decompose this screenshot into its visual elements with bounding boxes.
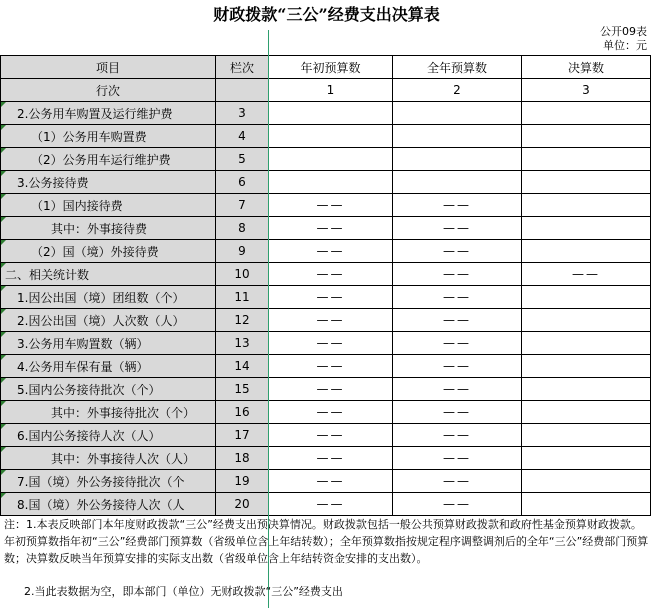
row-full-year-budget[interactable] — [393, 125, 522, 148]
table-row — [1, 493, 651, 516]
row-col-no[interactable]: 6 — [216, 171, 269, 194]
row-item-text: 其中：外事接待批次（个） — [51, 405, 196, 420]
row-full-year-budget[interactable]: —— — [393, 401, 522, 424]
row-item-text: 其中：外事接待费 — [51, 221, 148, 236]
row-col-no[interactable]: 7 — [216, 194, 269, 217]
row-final-account[interactable] — [522, 355, 651, 378]
table-row — [1, 125, 651, 148]
row-item-label[interactable] — [1, 240, 216, 263]
row-initial-budget[interactable]: —— — [269, 309, 393, 332]
row-initial-budget[interactable]: —— — [269, 424, 393, 447]
row-item-text: （2）公务用车运行维护费 — [31, 152, 171, 167]
table-body — [1, 102, 651, 516]
row-full-year-budget[interactable]: —— — [393, 378, 522, 401]
row-item-label[interactable] — [1, 102, 216, 125]
row-full-year-budget[interactable] — [393, 148, 522, 171]
row-item-text: 1.因公出国（境）团组数（个） — [17, 290, 185, 305]
row-item-text: 3.公务用车购置数（辆） — [17, 336, 149, 351]
table-row — [1, 401, 651, 424]
row-col-no[interactable]: 13 — [216, 332, 269, 355]
row-initial-budget[interactable]: —— — [269, 240, 393, 263]
row-item-label[interactable] — [1, 194, 216, 217]
row-initial-budget[interactable]: —— — [269, 194, 393, 217]
header-full-year-budget[interactable]: 全年预算数 — [393, 56, 522, 79]
row-initial-budget[interactable] — [269, 148, 393, 171]
row-col-no[interactable]: 16 — [216, 401, 269, 424]
footnote-1: 注：1.本表反映部门本年度财政拨款“三公”经费支出预决算情况。财政拨款包括一般公共预算财政拨款和政府性基金预算财政拨款。年初预算数指年初“三公”经费部门预算数（省级单位含上年结转数）；全年预算数指按规定程序调整调剂后的全年“三公”经费部门预算数；决算数反映当年预算安排的实际支出数（省级单位含上年结转资金安排的支出数）。 — [4, 518, 649, 565]
row-final-account[interactable] — [522, 125, 651, 148]
table-row — [1, 102, 651, 125]
row-initial-budget[interactable]: —— — [269, 447, 393, 470]
row-full-year-budget[interactable]: —— — [393, 355, 522, 378]
row-item-label[interactable] — [1, 148, 216, 171]
row-col-no[interactable]: 8 — [216, 217, 269, 240]
row-item-text: （1）国内接待费 — [31, 198, 123, 213]
row-final-account[interactable] — [522, 309, 651, 332]
table-row — [1, 217, 651, 240]
row-final-account[interactable] — [522, 240, 651, 263]
row-item-text: 二、相关统计数 — [5, 267, 90, 282]
row-item-label[interactable] — [1, 447, 216, 470]
row-index-c3[interactable]: 3 — [522, 79, 651, 102]
row-item-label[interactable] — [1, 286, 216, 309]
row-final-account[interactable]: —— — [522, 263, 651, 286]
row-item-label[interactable] — [1, 125, 216, 148]
table-row — [1, 309, 651, 332]
row-col-no[interactable]: 5 — [216, 148, 269, 171]
row-col-no[interactable]: 18 — [216, 447, 269, 470]
row-item-label[interactable] — [1, 470, 216, 493]
row-item-text: 7.国（境）外公务接待批次（个 — [17, 474, 185, 489]
row-full-year-budget[interactable]: —— — [393, 240, 522, 263]
unit-label: 单位：元 — [603, 39, 647, 52]
row-full-year-budget[interactable]: —— — [393, 424, 522, 447]
table-header-row — [1, 56, 651, 79]
row-item-label[interactable] — [1, 424, 216, 447]
row-full-year-budget[interactable]: —— — [393, 332, 522, 355]
row-item-text: 5.国内公务接待批次（个） — [17, 382, 161, 397]
row-col-no[interactable]: 17 — [216, 424, 269, 447]
row-full-year-budget[interactable]: —— — [393, 263, 522, 286]
table-row — [1, 447, 651, 470]
row-item-label[interactable] — [1, 171, 216, 194]
row-item-label[interactable] — [1, 309, 216, 332]
row-final-account[interactable] — [522, 493, 651, 516]
row-full-year-budget[interactable]: —— — [393, 286, 522, 309]
row-initial-budget[interactable]: —— — [269, 493, 393, 516]
row-full-year-budget[interactable]: —— — [393, 194, 522, 217]
header-final-account[interactable]: 决算数 — [522, 56, 651, 79]
table-row — [1, 286, 651, 309]
table-row — [1, 355, 651, 378]
table-row — [1, 171, 651, 194]
table-row — [1, 194, 651, 217]
row-full-year-budget[interactable]: —— — [393, 217, 522, 240]
table-row — [1, 240, 651, 263]
row-item-text: 其中：外事接待人次（人） — [51, 451, 196, 466]
row-full-year-budget[interactable] — [393, 102, 522, 125]
row-full-year-budget[interactable]: —— — [393, 470, 522, 493]
row-initial-budget[interactable]: —— — [269, 401, 393, 424]
header-initial-budget[interactable]: 年初预算数 — [269, 56, 393, 79]
row-col-no[interactable]: 12 — [216, 309, 269, 332]
row-col-no[interactable]: 15 — [216, 378, 269, 401]
row-full-year-budget[interactable]: —— — [393, 493, 522, 516]
footnote-2: 2.当此表数据为空，即本部门（单位）无财政拨款“三公”经费支出 — [24, 585, 343, 598]
row-index-row — [1, 79, 651, 102]
row-item-label[interactable] — [1, 493, 216, 516]
row-item-text: 8.国（境）外公务接待人次（人 — [17, 497, 185, 512]
row-initial-budget[interactable] — [269, 102, 393, 125]
row-final-account[interactable] — [522, 286, 651, 309]
row-item-label[interactable] — [1, 263, 216, 286]
row-index-label[interactable]: 行次 — [1, 79, 216, 102]
table-row — [1, 424, 651, 447]
row-index-c2[interactable]: 2 — [393, 79, 522, 102]
row-col-no[interactable]: 3 — [216, 102, 269, 125]
table-row — [1, 148, 651, 171]
row-col-no[interactable]: 4 — [216, 125, 269, 148]
row-full-year-budget[interactable]: —— — [393, 447, 522, 470]
row-item-text: 2.公务用车购置及运行维护费 — [17, 106, 173, 121]
row-item-label[interactable] — [1, 378, 216, 401]
form-code: 公开09表 — [600, 25, 647, 38]
row-final-account[interactable] — [522, 332, 651, 355]
row-initial-budget[interactable]: —— — [269, 332, 393, 355]
row-index-no[interactable] — [216, 79, 269, 102]
row-initial-budget[interactable] — [269, 171, 393, 194]
row-initial-budget[interactable]: —— — [269, 470, 393, 493]
row-item-text: 2.因公出国（境）人次数（人） — [17, 313, 185, 328]
row-col-no[interactable]: 9 — [216, 240, 269, 263]
row-initial-budget[interactable]: —— — [269, 286, 393, 309]
row-col-no[interactable]: 10 — [216, 263, 269, 286]
table-row — [1, 378, 651, 401]
row-item-label[interactable] — [1, 355, 216, 378]
row-final-account[interactable] — [522, 447, 651, 470]
row-col-no[interactable]: 11 — [216, 286, 269, 309]
row-final-account[interactable] — [522, 470, 651, 493]
row-final-account[interactable] — [522, 217, 651, 240]
row-initial-budget[interactable]: —— — [269, 378, 393, 401]
row-item-text: （2）国（境）外接待费 — [31, 244, 159, 259]
header-item[interactable]: 项目 — [1, 56, 216, 79]
row-col-no[interactable]: 19 — [216, 470, 269, 493]
table-row — [1, 470, 651, 493]
row-final-account[interactable] — [522, 171, 651, 194]
row-initial-budget[interactable]: —— — [269, 217, 393, 240]
row-item-text: 3.公务接待费 — [17, 175, 89, 190]
budget-table — [0, 55, 651, 516]
row-item-text: 4.公务用车保有量（辆） — [17, 359, 149, 374]
row-full-year-budget[interactable]: —— — [393, 309, 522, 332]
row-col-no[interactable]: 14 — [216, 355, 269, 378]
table-row — [1, 263, 651, 286]
row-index-c1[interactable]: 1 — [269, 79, 393, 102]
row-final-account[interactable] — [522, 102, 651, 125]
row-item-label[interactable] — [1, 217, 216, 240]
row-final-account[interactable] — [522, 424, 651, 447]
row-item-text: 6.国内公务接待人次（人） — [17, 428, 161, 443]
row-initial-budget[interactable] — [269, 125, 393, 148]
row-full-year-budget[interactable] — [393, 171, 522, 194]
row-item-text: （1）公务用车购置费 — [31, 129, 147, 144]
row-final-account[interactable] — [522, 148, 651, 171]
row-item-label[interactable] — [1, 401, 216, 424]
row-final-account[interactable] — [522, 378, 651, 401]
row-col-no[interactable]: 20 — [216, 493, 269, 516]
table-row — [1, 332, 651, 355]
row-item-label[interactable] — [1, 332, 216, 355]
header-col-no[interactable]: 栏次 — [216, 56, 269, 79]
row-initial-budget[interactable]: —— — [269, 355, 393, 378]
page-title: 财政拨款“三公”经费支出决算表 — [213, 5, 440, 24]
row-initial-budget[interactable]: —— — [269, 263, 393, 286]
row-final-account[interactable] — [522, 194, 651, 217]
row-final-account[interactable] — [522, 401, 651, 424]
